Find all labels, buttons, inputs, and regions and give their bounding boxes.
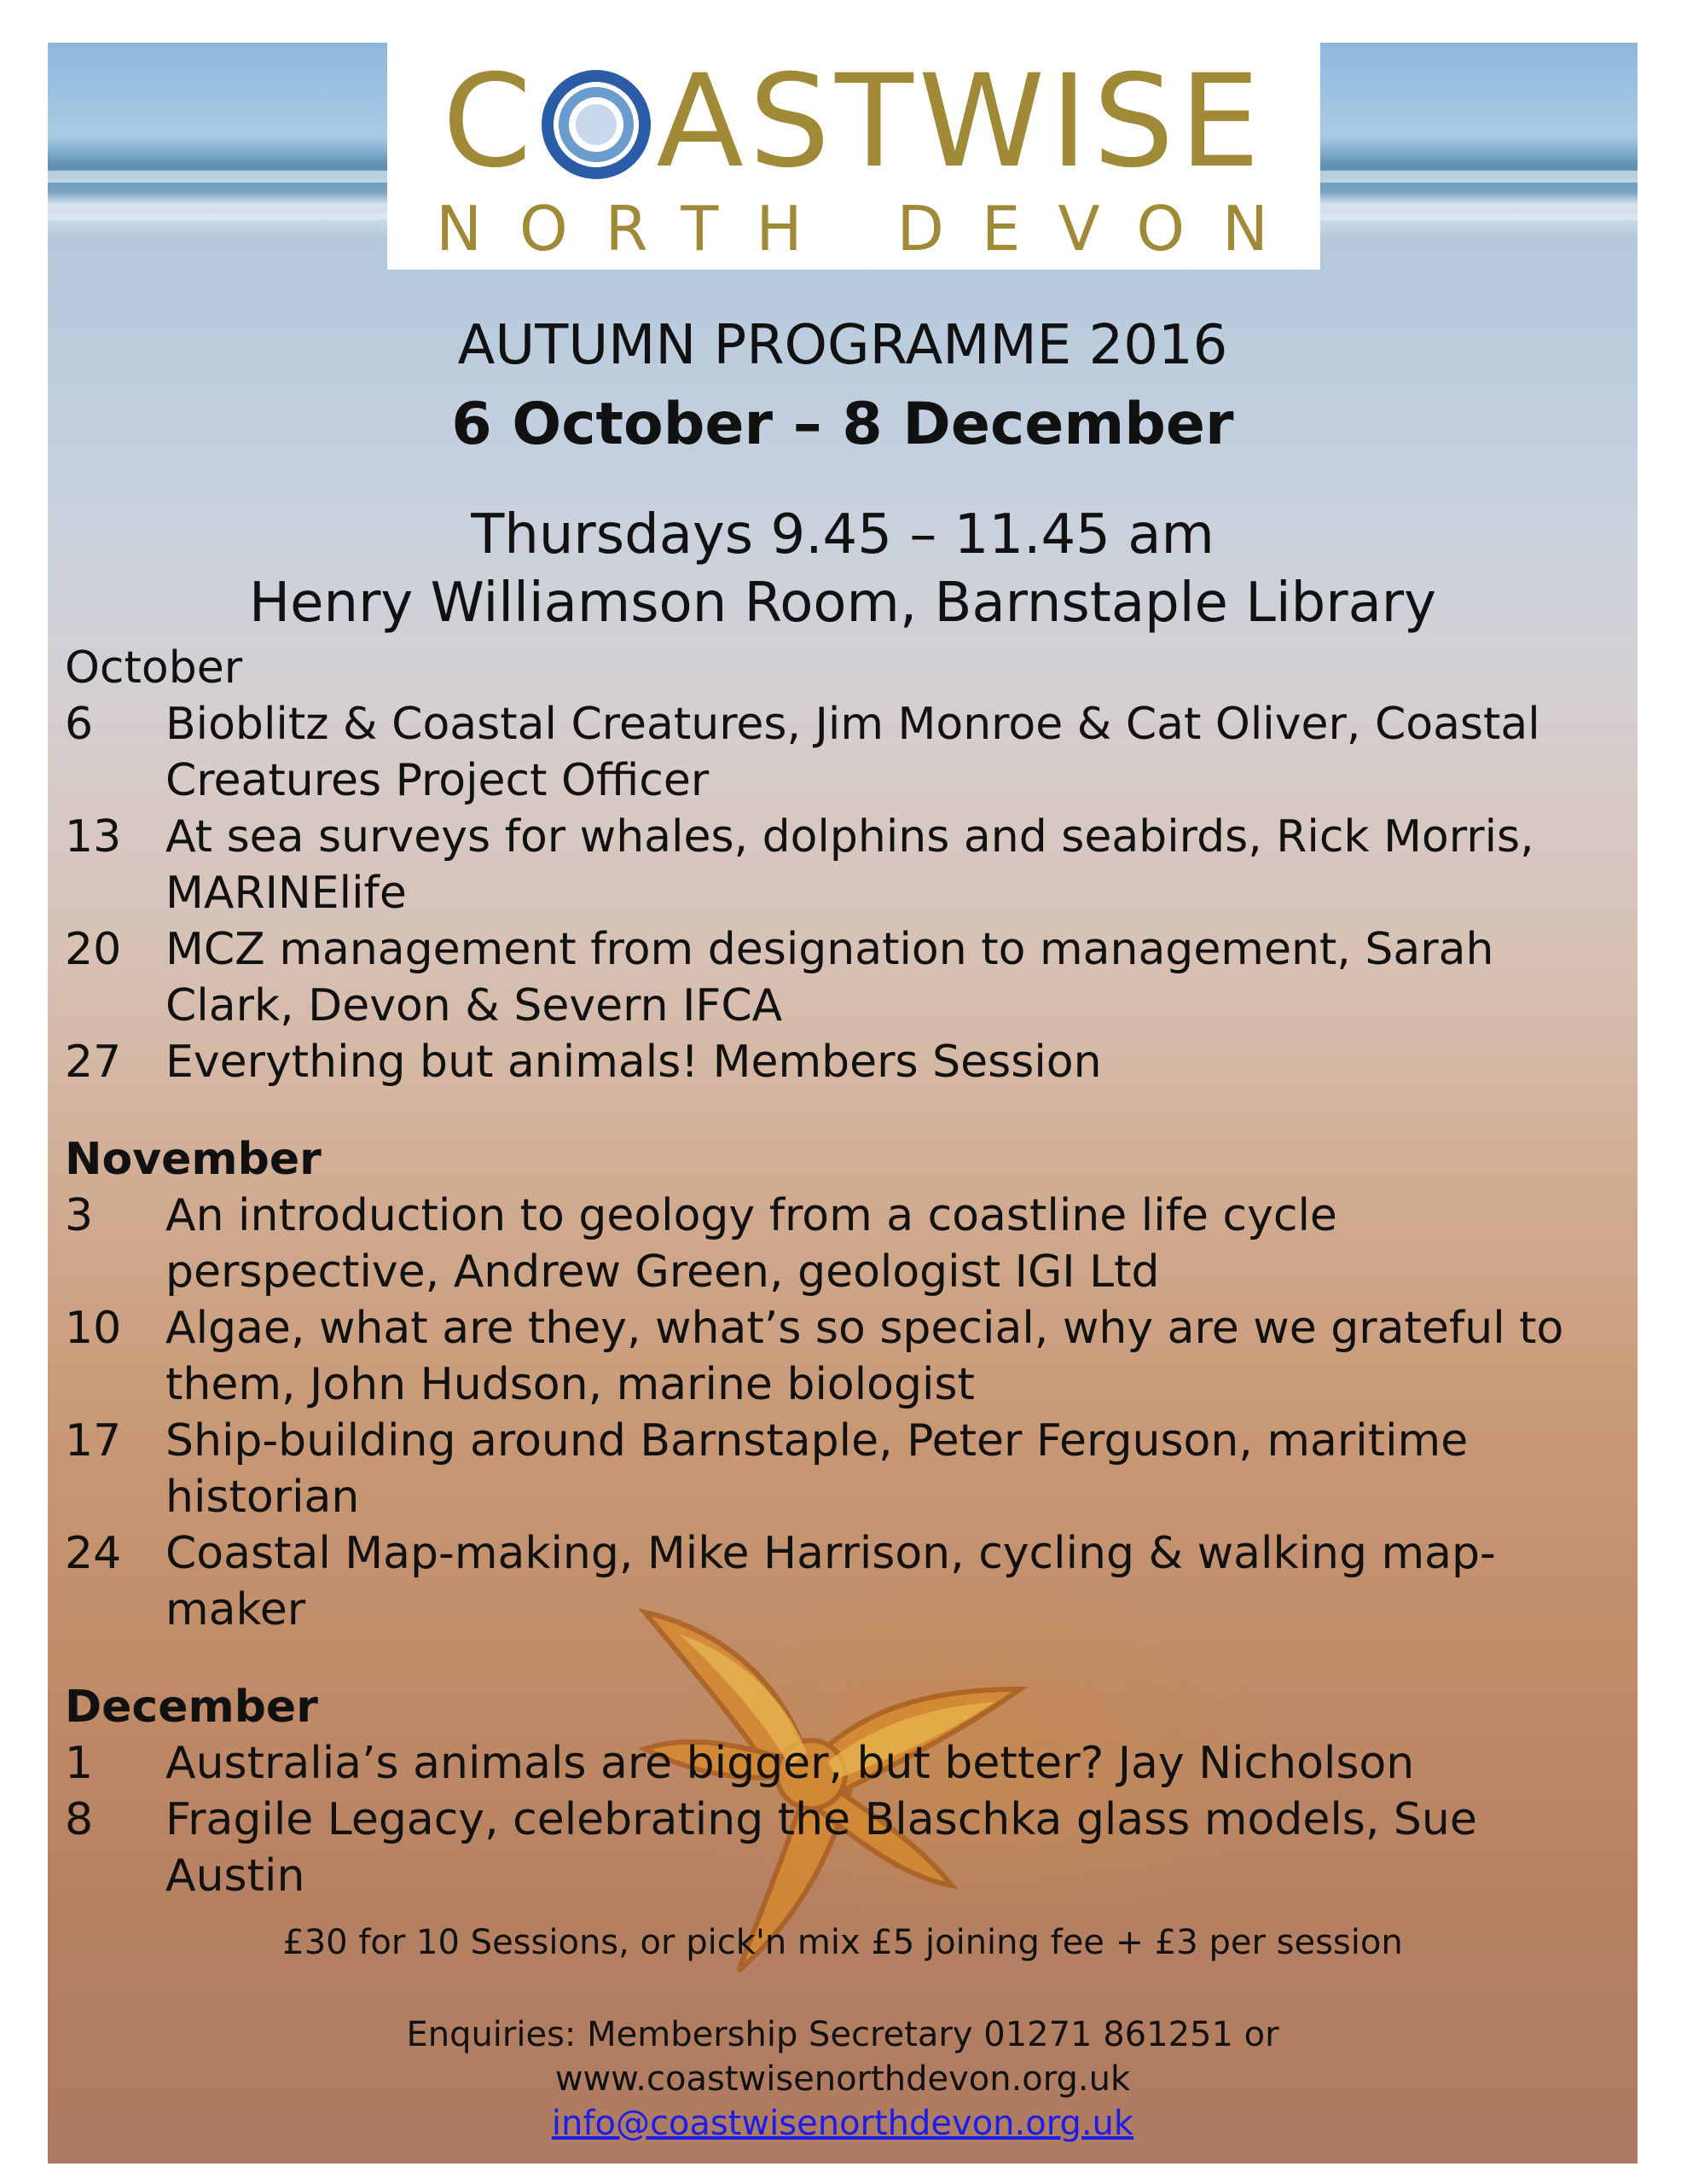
event-description: Algae, what are they, what’s so special, why are we grateful to them, John Hudson, marine biologist bbox=[165, 1303, 1564, 1410]
target-ring-icon bbox=[542, 70, 651, 179]
event-description: At sea surveys for whales, dolphins and seabirds, Rick Morris, MARINElife bbox=[165, 811, 1534, 919]
event-item bbox=[65, 1300, 1634, 1413]
event-day: 3 bbox=[65, 1190, 94, 1241]
event-item bbox=[65, 1735, 1634, 1792]
event-day: 27 bbox=[65, 1037, 122, 1088]
event-item bbox=[65, 696, 1634, 809]
event-day: 6 bbox=[65, 699, 94, 750]
event-item bbox=[65, 1792, 1634, 1904]
venue: Henry Williamson Room, Barnstaple Library bbox=[249, 572, 1436, 635]
event-day: 10 bbox=[65, 1303, 122, 1354]
month-heading-december: December bbox=[65, 1682, 318, 1733]
session-time: Thursdays 9.45 – 11.45 am bbox=[471, 503, 1215, 566]
event-day: 1 bbox=[65, 1738, 94, 1789]
event-day: 17 bbox=[65, 1415, 122, 1467]
event-description: Fragile Legacy, celebrating the Blaschka glass models, Sue Austin bbox=[165, 1794, 1477, 1902]
event-description: An introduction to geology from a coastline life cycle perspective, Andrew Green, geologist IGI Ltd bbox=[165, 1190, 1337, 1298]
event-day: 24 bbox=[65, 1528, 122, 1579]
programme-dates: 6 October – 8 December bbox=[451, 391, 1234, 458]
event-description: MCZ management from designation to management, Sarah Clark, Devon & Severn IFCA bbox=[165, 924, 1494, 1031]
enquiries-text: Enquiries: Membership Secretary 01271 861251 or bbox=[406, 2015, 1279, 2054]
event-description: Bioblitz & Coastal Creatures, Jim Monroe & Cat Oliver, Coastal Creatures Project Officer bbox=[165, 699, 1540, 806]
coastwise-logo bbox=[387, 43, 1320, 270]
month-heading-october: October bbox=[65, 642, 243, 694]
email-link[interactable]: info@coastwisenorthdevon.org.uk bbox=[551, 2104, 1134, 2143]
event-day: 8 bbox=[65, 1794, 94, 1845]
event-day: 20 bbox=[65, 924, 122, 975]
logo-subtitle: NORTH DEVON bbox=[436, 193, 1306, 264]
month-heading-november: November bbox=[65, 1134, 322, 1185]
price-info: £30 for 10 Sessions, or pick'n mix £5 joining fee + £3 per session bbox=[282, 1923, 1403, 1962]
event-description: Australia’s animals are bigger, but better? Jay Nicholson bbox=[165, 1738, 1415, 1789]
event-item bbox=[65, 1188, 1634, 1300]
programme-list bbox=[65, 640, 1634, 1904]
event-item bbox=[65, 1034, 1634, 1090]
event-item bbox=[65, 921, 1634, 1034]
event-day: 13 bbox=[65, 811, 122, 863]
event-description: Ship-building around Barnstaple, Peter Ferguson, maritime historian bbox=[165, 1415, 1469, 1523]
event-item bbox=[65, 809, 1634, 921]
website-link[interactable]: www.coastwisenorthdevon.org.uk bbox=[554, 2059, 1131, 2099]
event-description: Everything but animals! Members Session bbox=[165, 1037, 1102, 1088]
event-item bbox=[65, 1413, 1634, 1525]
event-item bbox=[65, 1525, 1634, 1638]
poster bbox=[48, 43, 1638, 2164]
logo-wordmark: C ASTWISE bbox=[442, 48, 1266, 196]
event-description: Coastal Map-making, Mike Harrison, cycling & walking map- maker bbox=[165, 1528, 1496, 1635]
programme-title: AUTUMN PROGRAMME 2016 bbox=[457, 314, 1228, 377]
